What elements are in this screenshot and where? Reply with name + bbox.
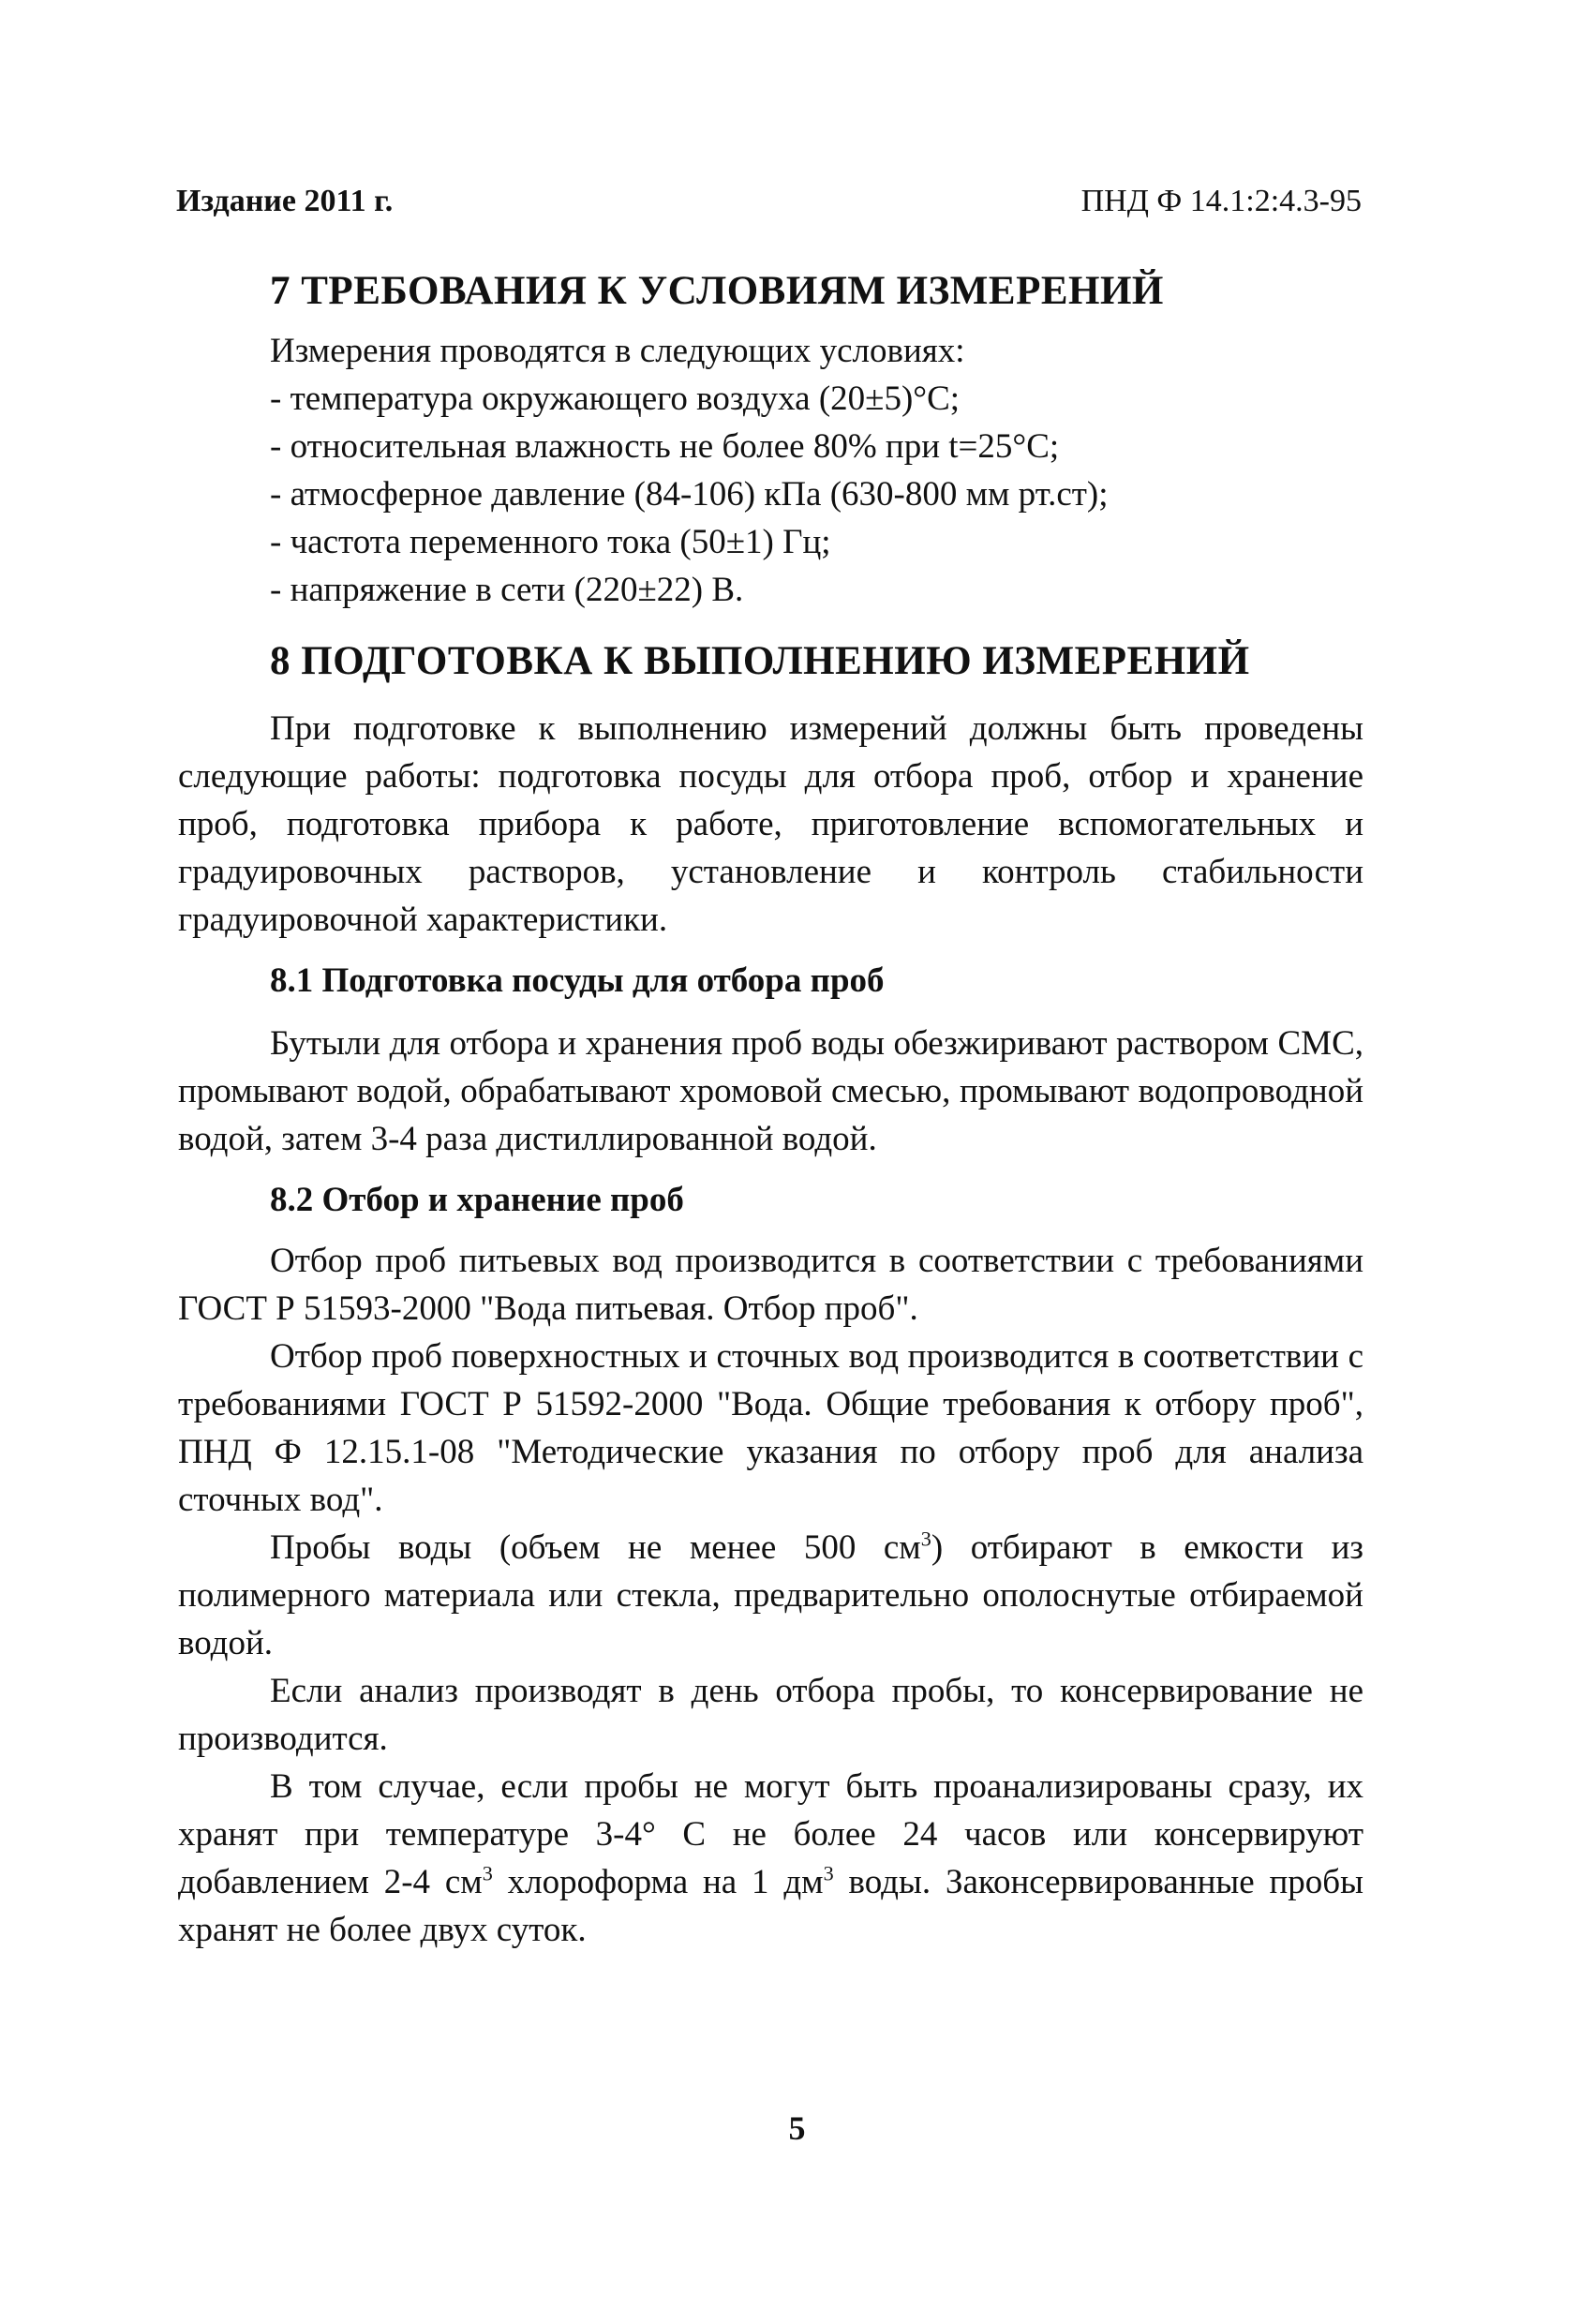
subsection-8-2-paragraph: [178, 1763, 1363, 1954]
section-7-title: 7 ТРЕБОВАНИЯ К УСЛОВИЯМ ИЗМЕРЕНИЙ: [270, 269, 1164, 313]
section-8-intro: При подготовке к выполнению измерений должны быть проведены следующие работы: подготовка посуды для отбора проб, отбор и хранение проб, подготовка прибора к работе, приготовление вспомогательных и градуировочных растворов, установление и контроль стабильности градуировочной характеристики.: [178, 709, 1363, 939]
condition-item: - частота переменного тока (50±1) Гц;: [270, 523, 831, 561]
superscript: 3: [823, 1861, 834, 1885]
subsection-8-1-text: Бутыли для отбора и хранения проб воды обезжиривают раствором СМС, промывают водой, обрабатывают хромовой смесью, промывают водопроводной водой, затем 3-4 раза дистиллированной водой.: [178, 1024, 1363, 1158]
condition-item: - температура окружающего воздуха (20±5)°С;: [270, 380, 961, 418]
subsection-8-1-title: 8.1 Подготовка посуды для отбора проб: [270, 961, 885, 1000]
text-fragment: ) отбирают в емкости из полимерного материала или стекла, предварительно ополоснутые отбираемой водой.: [178, 1528, 1363, 1662]
condition-item: - атмосферное давление (84-106) кПа (630-800 мм рт.ст);: [270, 475, 1109, 514]
superscript: 3: [920, 1527, 931, 1551]
page-content: [178, 268, 1363, 1954]
text-fragment: воды. Законсервированные пробы хранят не более двух суток.: [178, 1863, 1363, 1949]
subsection-8-2-paragraph: [178, 1524, 1363, 1667]
text-fragment: В том случае, если пробы не могут быть проанализированы сразу, их хранят при температуре 3-4° С не более 24 часов или консервируют добавлением 2-4 см: [178, 1767, 1363, 1901]
condition-item: - напряжение в сети (220±22) В.: [270, 571, 744, 609]
text-fragment: хлороформа на 1 дм: [492, 1863, 824, 1901]
condition-item: - относительная влажность не более 80% при t=25°С;: [270, 427, 1060, 466]
section-8-title: 8 ПОДГОТОВКА К ВЫПОЛНЕНИЮ ИЗМЕРЕНИЙ: [270, 639, 1250, 683]
document-code: ПНД Ф 14.1:2:4.3-95: [1080, 184, 1362, 218]
superscript: 3: [482, 1861, 493, 1885]
subsection-8-2-title: 8.2 Отбор и хранение проб: [270, 1181, 684, 1219]
page-number: 5: [788, 2109, 806, 2147]
section-7-intro: Измерения проводятся в следующих условиях:: [270, 332, 965, 370]
subsection-8-2-paragraph: Отбор проб питьевых вод производится в соответствии с требованиями ГОСТ Р 51593-2000 "Вода питьевая. Отбор проб".: [178, 1242, 1363, 1328]
edition-label: Издание 2011 г.: [176, 184, 394, 218]
text-fragment: Пробы воды (объем не менее 500 см: [270, 1528, 921, 1567]
subsection-8-2-paragraph: Отбор проб поверхностных и сточных вод производится в соответствии с требованиями ГОСТ Р 51592-2000 "Вода. Общие требования к отбору проб", ПНД Ф 12.15.1-08 "Методические указания по отбору проб для анализа сточных вод".: [178, 1337, 1363, 1519]
subsection-8-2-paragraph: Если анализ производят в день отбора пробы, то консервирование не производится.: [178, 1672, 1363, 1758]
